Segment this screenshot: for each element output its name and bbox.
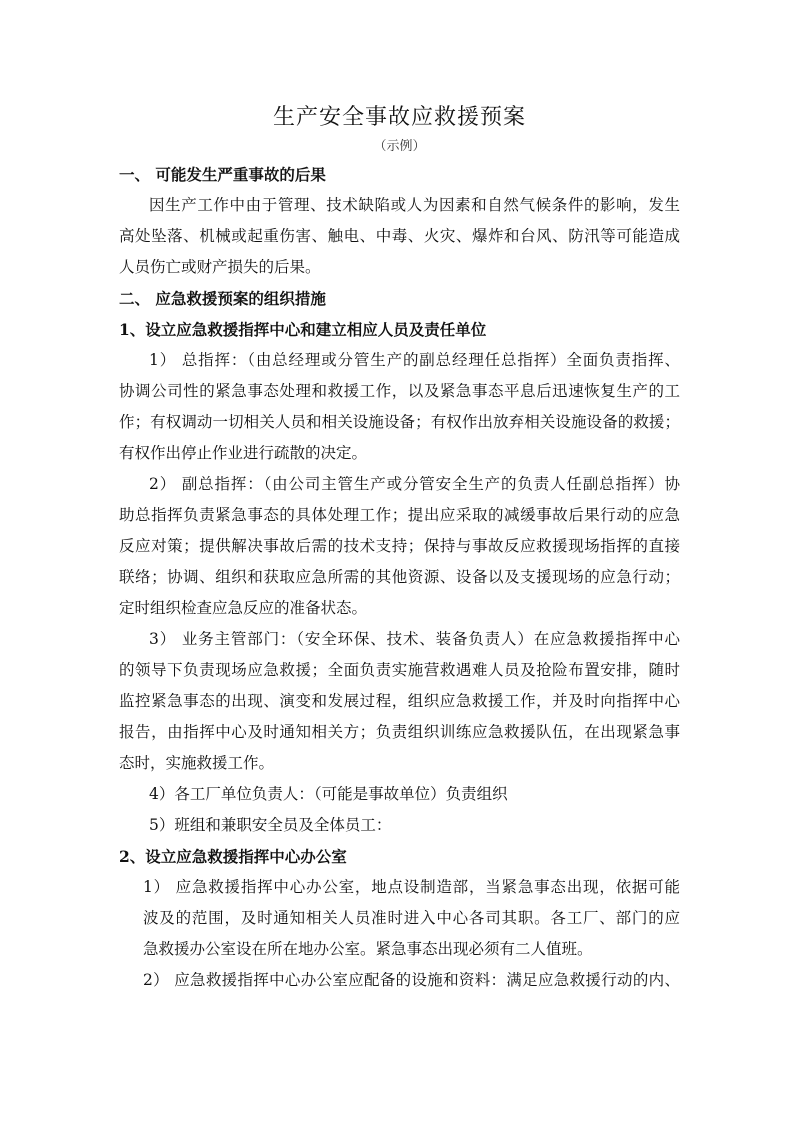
item-1-line: 协调公司性的紧急事态处理和救援工作，以及紧急事态平息后迅速恢复生产的工 (119, 382, 680, 400)
item-3-line: 报告，由指挥中心及时通知相关方；负责组织训练应急救援队伍，在出现紧急事 (119, 723, 680, 741)
document-subtitle: （示例） (373, 139, 426, 154)
subsection-heading-2: 2、设立应急救援指挥中心办公室 (119, 847, 347, 866)
item-2-line: 反应对策；提供解决事故后需的技术支持；保持与事故反应救援现场指挥的直接 (119, 537, 680, 555)
section-heading-2: 二、 应急救援预案的组织措施 (119, 289, 326, 308)
office-item-1-line: 波及的范围，及时通知相关人员准时进入中心各司其职。各工厂、部门的应 (143, 909, 680, 927)
subsection-heading-1: 1、设立应急救援指挥中心和建立相应人员及责任单位 (119, 320, 487, 339)
item-2-line: 2） 副总指挥：（由公司主管生产或分管安全生产的负责人任副总指挥）协 (149, 475, 680, 493)
item-1-line: 1） 总指挥：（由总经理或分管生产的副总经理任总指挥）全面负责指挥、 (149, 351, 680, 369)
item-1-line: 有权作出停止作业进行疏散的决定。 (119, 444, 368, 462)
office-item-1-line: 1） 应急救援指挥中心办公室，地点设制造部，当紧急事态出现，依据可能 (143, 878, 680, 896)
item-1-line: 作；有权调动一切相关人员和相关设施设备；有权作出放弃相关设施设备的救援； (119, 413, 680, 431)
item-2-line: 联络；协调、组织和获取应急所需的其他资源、设备以及支援现场的应急行动； (119, 568, 680, 586)
item-2-line: 定时组织检查应急反应的准备状态。 (119, 599, 368, 617)
item-4-line: 4）各工厂单位负责人：（可能是事故单位）负责组织 (149, 785, 508, 803)
item-2-line: 助总指挥负责紧急事态的具体处理工作；提出应采取的减缓事故后果行动的应急 (119, 506, 680, 524)
office-item-2-line: 2） 应急救援指挥中心办公室应配备的设施和资料：满足应急救援行动的内、 (143, 971, 680, 989)
office-item-1-line: 急救援办公室设在所在地办公室。紧急事态出现必须有二人值班。 (143, 940, 593, 958)
document-page (119, 101, 680, 996)
item-3-line: 态时，实施救援工作。 (119, 754, 275, 772)
document-title: 生产安全事故应救援预案 (272, 105, 526, 130)
paragraph-line: 人员伤亡或财产损失的后果。 (119, 258, 321, 276)
item-5-line: 5）班组和兼职安全员及全体员工： (149, 816, 392, 834)
section-heading-1: 一、 可能发生严重事故的后果 (119, 165, 326, 184)
paragraph-line: 高处坠落、机械或起重伤害、触电、中毒、火灾、爆炸和台风、防汛等可能造成 (119, 227, 680, 245)
item-3-line: 的领导下负责现场应急救援；全面负责实施营救遇难人员及抢险布置安排，随时 (119, 661, 680, 679)
item-3-line: 3） 业务主管部门：（安全环保、技术、装备负责人）在应急救援指挥中心 (149, 630, 680, 648)
paragraph-line: 因生产工作中由于管理、技术缺陷或人为因素和自然气候条件的影响，发生 (149, 196, 680, 214)
item-3-line: 监控紧急事态的出现、演变和发展过程，组织应急救援工作，并及时向指挥中心 (119, 692, 680, 710)
